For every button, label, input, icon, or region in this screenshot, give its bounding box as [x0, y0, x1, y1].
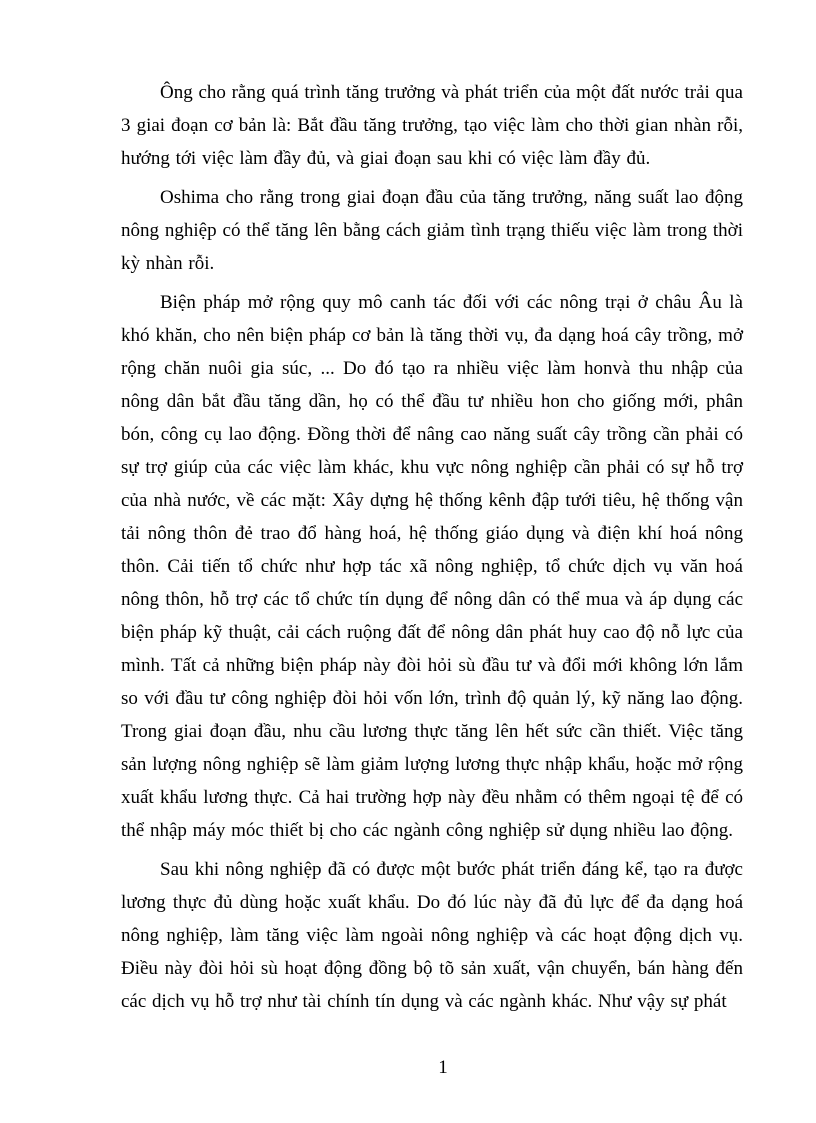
document-body — [121, 76, 743, 1024]
paragraph-growth-stages: Ông cho rằng quá trình tăng trưởng và phát triển của một đất nước trải qua 3 giai đoạn cơ bản là: Bắt đầu tăng trưởng, tạo việc làm cho thời gian nhàn rỗi, hướng tới việc làm đầy đủ, và giai đoạn sau khi có việc làm đầy đủ. — [121, 82, 743, 169]
paragraph-measures: Biện pháp mở rộng quy mô canh tác đối với các nông trại ở châu Âu là khó khăn, cho nên biện pháp cơ bản là tăng thời vụ, đa dạng hoá cây trồng, mở rộng chăn nuôi gia súc, ... Do đó tạo ra nhiều việc làm honvà thu nhập của nông dân bắt đầu tăng dần, họ có thể đầu tư nhiều hon cho giống mới, phân bón, công cụ lao động. Đồng thời để nâng cao năng suất cây trồng cần phải có sự trợ giúp của các việc làm khác, khu vực nông nghiệp cần phải có sự hỗ trợ của nhà nước, về các mặt: Xây dựng hệ thống kênh đập tưới tiêu, hệ thống vận tải nông thôn đẻ trao đổ hàng hoá, hệ thống giáo dụng và điện khí hoá nông thôn. Cải tiến tổ chức như hợp tác xã nông nghiệp, tổ chức dịch vụ văn hoá nông thôn, hỗ trợ các tổ chức tín dụng để nông dân có thể mua và áp dụng các biện pháp kỹ thuật, cải cách ruộng đất để nông dân phát huy cao độ nỗ lực của mình. Tất cả những biện pháp này đòi hỏi sù đầu tư và đổi mới không lớn lắm so với đầu tư công nghiệp đòi hỏi vốn lớn, trình độ quản lý, kỹ năng lao động. Trong giai đoạn đầu, nhu cầu lương thực tăng lên hết sức cần thiết. Việc tăng sản lượng nông nghiệp sẽ làm giảm lượng lương thực nhập khẩu, hoặc mở rộng xuất khẩu lương thực. Cả hai trường hợp này đều nhằm có thêm ngoại tệ để có thể nhập máy móc thiết bị cho các ngành công nghiệp sử dụng nhiều lao động. — [121, 292, 743, 841]
page-number: 1 — [438, 1057, 448, 1078]
paragraph-oshima: Oshima cho rằng trong giai đoạn đầu của tăng trưởng, năng suất lao động nông nghiệp có thể tăng lên bằng cách giảm tình trạng thiếu việc làm trong thời kỳ nhàn rỗi. — [121, 187, 743, 274]
paragraph-after-agriculture: Sau khi nông nghiệp đã có được một bước phát triển đáng kể, tạo ra được lương thực đủ dùng hoặc xuất khẩu. Do đó lúc này đã đủ lực để đa dạng hoá nông nghiệp, làm tăng việc làm ngoài nông nghiệp và các hoạt động dịch vụ. Điều này đòi hỏi sù hoạt động đồng bộ tõ sản xuất, vận chuyển, bán hàng đến các dịch vụ hỗ trợ như tài chính tín dụng và các ngành khác. Như vậy sự phát — [121, 859, 743, 1012]
